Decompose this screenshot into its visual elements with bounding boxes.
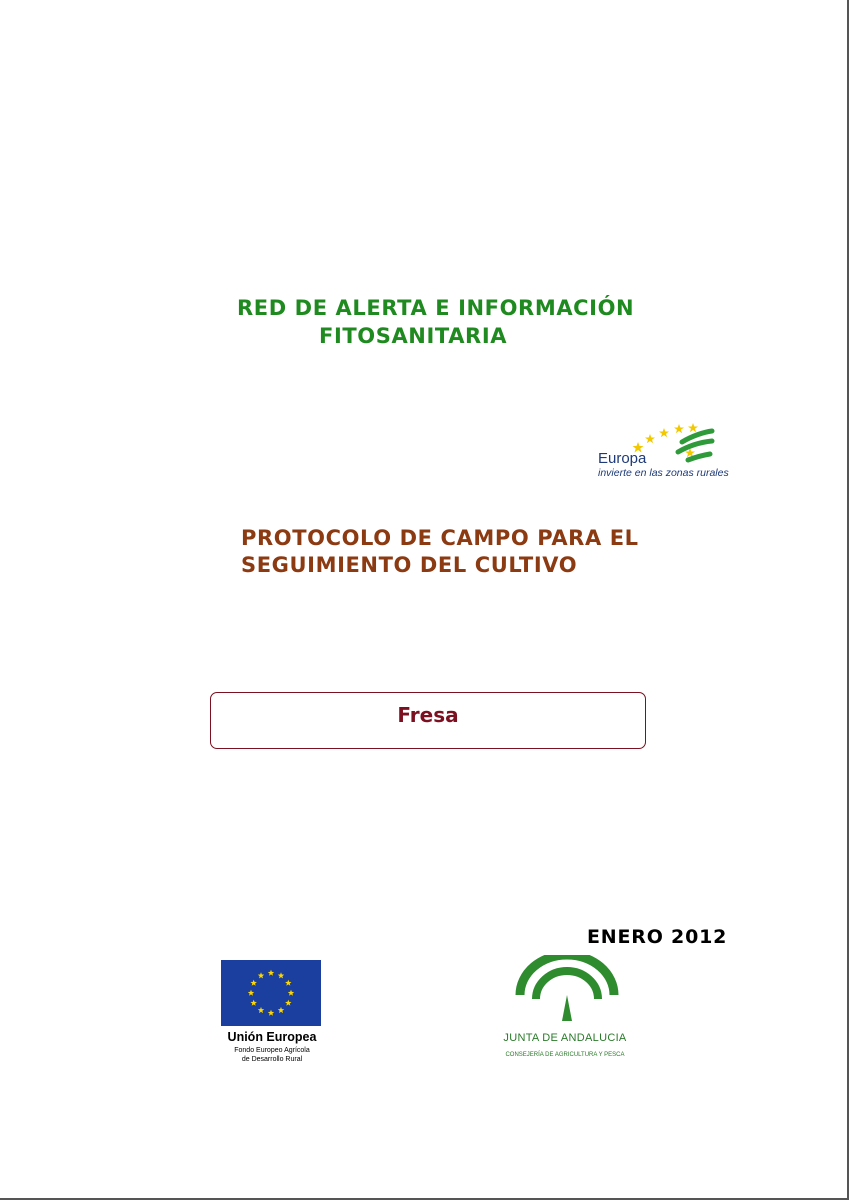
europa-word: Europa bbox=[598, 450, 647, 467]
eu-fund-text bbox=[216, 1046, 328, 1064]
crop-box bbox=[210, 692, 646, 749]
europa-tagline: invierte en las zonas rurales bbox=[598, 467, 729, 479]
publication-date: ENERO 2012 bbox=[587, 926, 728, 948]
junta-name: JUNTA DE ANDALUCIA bbox=[503, 1032, 627, 1044]
eu-fund-line-2: de Desarrollo Rural bbox=[241, 1056, 303, 1063]
eu-flag-icon bbox=[221, 960, 321, 1026]
junta-department: CONSEJERÍA DE AGRICULTURA Y PESCA bbox=[505, 1052, 625, 1058]
junta-andalucia-arch-icon bbox=[512, 955, 622, 1030]
eu-name: Unión Europea bbox=[227, 1030, 317, 1044]
eu-fund-line-1: Fondo Europeo Agrícola bbox=[234, 1047, 310, 1054]
subtitle-line-1: PROTOCOLO DE CAMPO PARA EL bbox=[241, 526, 639, 550]
subtitle-line-2: SEGUIMIENTO DEL CULTIVO bbox=[241, 553, 578, 577]
title-line-2: FITOSANITARIA bbox=[319, 324, 508, 348]
crop-name: Fresa bbox=[397, 703, 459, 727]
title-line-1: RED DE ALERTA E INFORMACIÓN bbox=[237, 296, 635, 320]
